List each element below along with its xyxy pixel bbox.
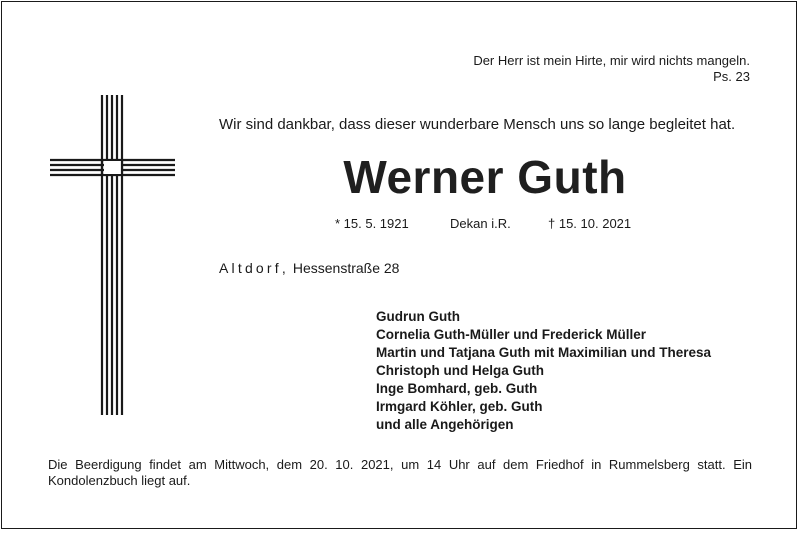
mourner-item: Christoph und Helga Guth <box>376 363 544 378</box>
mourners-list <box>376 308 711 434</box>
cross-icon <box>50 95 175 415</box>
mourner-item: und alle Angehörigen <box>376 417 514 432</box>
funeral-notice: Die Beerdigung findet am Mittwoch, dem 20. 10. 2021, um 14 Uhr auf dem Friedhof in Rummelsberg statt. Ein Kondolenzbuch liegt auf. <box>48 457 752 488</box>
bible-verse <box>473 53 750 85</box>
address-town: Altdorf, <box>219 260 289 276</box>
death-date: † 15. 10. 2021 <box>548 216 632 231</box>
mourner-item: Inge Bomhard, geb. Guth <box>376 381 538 396</box>
address <box>219 260 399 276</box>
verse-text: Der Herr ist mein Hirte, mir wird nichts mangeln. <box>473 53 750 68</box>
address-street: Hessenstraße 28 <box>292 260 400 276</box>
mourner-item: Martin und Tatjana Guth mit Maximilian und Theresa <box>376 345 712 360</box>
verse-reference: Ps. 23 <box>713 69 750 84</box>
birth-date: * 15. 5. 1921 <box>335 216 409 231</box>
mourner-item: Cornelia Guth-Müller und Frederick Müller <box>376 327 647 342</box>
deceased-title: Dekan i.R. <box>450 216 511 231</box>
mourner-item: Gudrun Guth <box>376 309 460 324</box>
mourner-item: Irmgard Köhler, geb. Guth <box>376 399 543 414</box>
gratitude-line: Wir sind dankbar, dass dieser wunderbare Mensch uns so lange begleitet hat. <box>219 116 736 133</box>
deceased-name: Werner Guth <box>343 151 627 203</box>
